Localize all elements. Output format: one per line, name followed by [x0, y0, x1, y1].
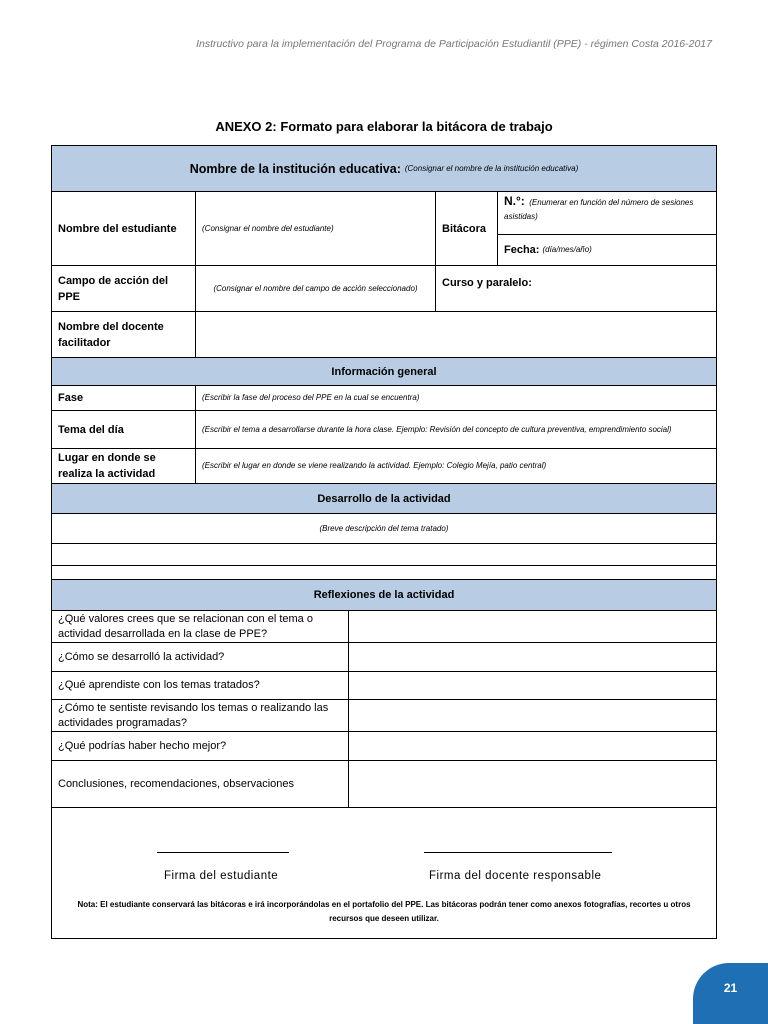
phase-hint: (Escribir la fase del proceso del PPE en la cual se encuentra)	[202, 393, 420, 402]
topic-hint: (Escribir el tema a desarrollarse durante la hora clase. Ejemplo: Revisión del concepto de cultura preventiva, emprendimiento social)	[202, 424, 672, 434]
reflection-question: ¿Qué valores crees que se relacionan con el tema o actividad desarrollada en la clase de PPE?	[58, 612, 313, 640]
general-info-header	[52, 358, 716, 386]
reflection-answer-field[interactable]	[348, 700, 716, 731]
page-title: ANEXO 2: Formato para elaborar la bitácora de trabajo	[215, 119, 553, 134]
reflection-row	[52, 700, 716, 732]
reflection-answer-field[interactable]	[348, 611, 716, 642]
development-description-field[interactable]	[52, 514, 716, 544]
number-hint: (Enumerar en función del número de sesiones asistidas)	[504, 198, 694, 221]
development-line-1[interactable]	[52, 544, 716, 566]
reflection-answer-field[interactable]	[348, 643, 716, 671]
place-field[interactable]	[195, 449, 716, 483]
phase-field[interactable]	[195, 386, 716, 410]
reflection-question: ¿Qué podrías haber hecho mejor?	[58, 739, 227, 752]
reflection-row	[52, 643, 716, 672]
general-info-title: Información general	[331, 365, 437, 378]
teacher-row	[52, 312, 716, 358]
topic-field[interactable]	[195, 411, 716, 448]
reflection-question: ¿Cómo se desarrolló la actividad?	[58, 650, 225, 663]
development-title: Desarrollo de la actividad	[317, 492, 451, 505]
place-row	[52, 449, 716, 484]
teacher-label: Nombre del docente facilitador	[58, 320, 164, 349]
page-number-badge	[693, 963, 768, 1024]
institution-hint[interactable]: (Consignar el nombre de la institución educativa)	[404, 163, 579, 173]
place-hint: (Escribir el lugar en donde se viene realizando la actividad. Ejemplo: Colegio Mejía, patio central)	[202, 461, 547, 470]
note: Nota: El estudiante conservará las bitácoras e irá incorporándolas en el portafolio del PPE. Las bitácoras podrán tener como anexos fotografías, recortes u otros recursos que deseen utilizar.	[77, 900, 691, 923]
reflections-title: Reflexiones de la actividad	[313, 589, 455, 601]
action-field-label: Campo de acción del PPE	[58, 274, 169, 303]
course-field[interactable]	[435, 266, 716, 311]
reflections-header	[52, 580, 716, 611]
reflection-answer-field[interactable]	[348, 672, 716, 699]
reflection-row	[52, 611, 716, 643]
reflection-answer-field[interactable]	[348, 732, 716, 760]
reflection-question: Conclusiones, recomendaciones, observaciones	[58, 777, 295, 790]
running-header: Instructivo para la implementación del Programa de Participación Estudiantil (PPE) - régimen Costa 2016-2017	[196, 38, 712, 50]
reflection-row	[52, 761, 716, 808]
date-field[interactable]	[498, 235, 716, 265]
reflection-answer-field[interactable]	[348, 761, 716, 807]
teacher-signature-line[interactable]	[424, 852, 612, 853]
student-row	[52, 192, 716, 266]
phase-label: Fase	[58, 392, 84, 404]
reflection-question: ¿Cómo te sentiste revisando los temas o realizando las actividades programadas?	[58, 701, 329, 729]
development-header	[52, 484, 716, 514]
development-hint: (Breve descripción del tema tratado)	[319, 523, 449, 533]
date-hint: (día/mes/año)	[542, 245, 592, 254]
student-hint: (Consignar el nombre del estudiante)	[202, 223, 334, 233]
development-line-2[interactable]	[52, 566, 716, 580]
institution-row	[52, 146, 716, 192]
date-label: Fecha:	[504, 244, 540, 256]
action-field-input[interactable]	[195, 266, 435, 311]
bitacora-number-field[interactable]	[498, 192, 716, 235]
reflection-row	[52, 672, 716, 700]
student-signature-line[interactable]	[157, 852, 289, 853]
teacher-name-field[interactable]	[195, 312, 716, 357]
student-name-field[interactable]	[195, 192, 435, 265]
reflection-row	[52, 732, 716, 761]
place-label: Lugar en donde se realiza la actividad	[58, 452, 156, 480]
reflection-question: ¿Qué aprendiste con los temas tratados?	[58, 679, 260, 691]
phase-row	[52, 386, 716, 411]
number-label: N.°:	[504, 194, 525, 208]
action-field-hint: (Consignar el nombre del campo de acción seleccionado)	[213, 283, 418, 293]
topic-row	[52, 411, 716, 449]
student-signature-label: Firma del estudiante	[164, 870, 279, 882]
teacher-signature-label: Firma del docente responsable	[429, 870, 602, 882]
bitacora-label: Bitácora	[442, 222, 487, 235]
course-label: Curso y paralelo:	[442, 277, 532, 289]
page-number: 21	[723, 980, 738, 995]
bitacora-form	[51, 145, 717, 939]
topic-label: Tema del día	[58, 423, 124, 436]
student-label: Nombre del estudiante	[58, 222, 177, 235]
action-field-row	[52, 266, 716, 312]
institution-label: Nombre de la institución educativa:	[189, 161, 401, 176]
